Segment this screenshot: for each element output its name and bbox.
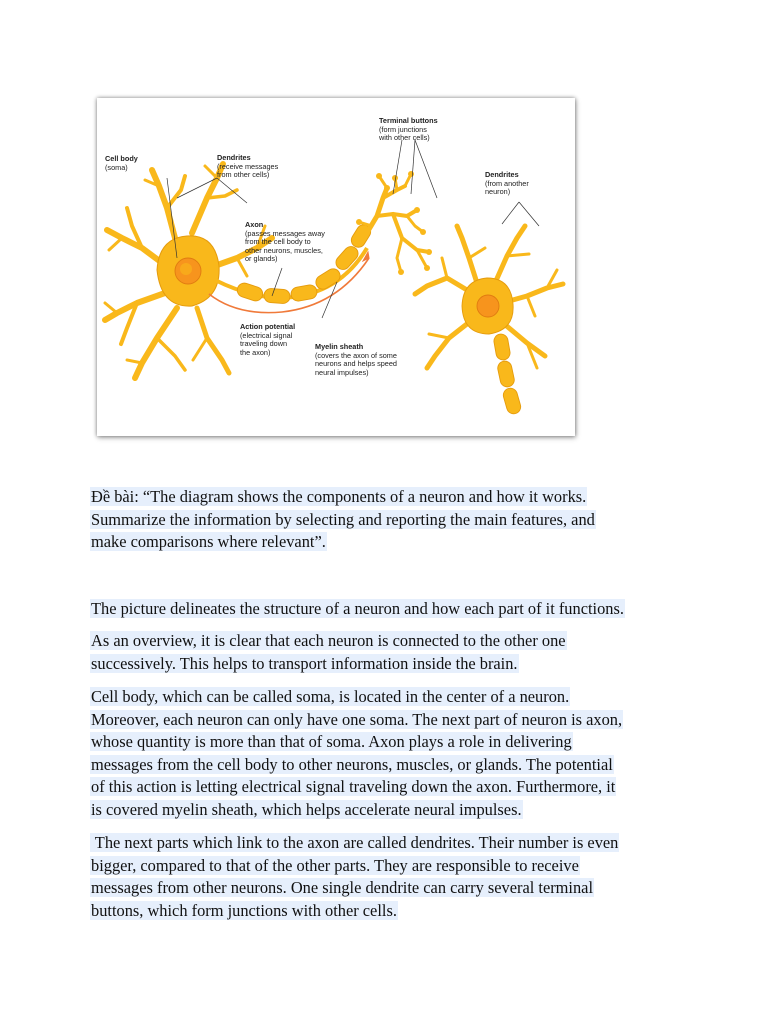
neuron-illustration <box>97 98 575 436</box>
paragraph-overview <box>90 630 680 675</box>
text-line: Moreover, each neuron can only have one soma. The next part of neuron is axon, <box>91 709 623 729</box>
text-line: is covered myelin sheath, which helps accelerate neural impulses. <box>91 799 522 819</box>
text-line: bigger, compared to that of the other parts. They are responsible to receive <box>91 855 579 875</box>
text-line: The picture delineates the structure of a neuron and how each part of it functions. <box>91 599 624 618</box>
paragraph-cell-body <box>90 686 680 821</box>
prompt-line: make comparisons where relevant”. <box>91 532 326 551</box>
text-line: Cell body, which can be called soma, is located in the center of a neuron. <box>91 687 570 706</box>
paragraph-dendrites <box>90 832 680 922</box>
text-line: whose quantity is more than that of soma. Axon plays a role in delivering <box>91 732 572 751</box>
label-myelin-sheath: Myelin sheath (covers the axon of some neurons and helps speed neural impulses) <box>315 342 397 377</box>
prompt-line: Summarize the information by selecting and reporting the main features, and <box>91 509 595 529</box>
text-line: successively. This helps to transport information inside the brain. <box>91 653 518 673</box>
label-cell-body: Cell body (soma) <box>105 154 138 172</box>
prompt-line: Đề bài: “The diagram shows the components of a neuron and how it works. <box>91 487 587 506</box>
neuron-diagram <box>97 98 575 436</box>
paragraph-intro <box>90 598 680 621</box>
text-line: The next parts which link to the axon are called dendrites. Their number is even <box>91 833 619 852</box>
text-line: messages from other neurons. One single dendrite can carry several terminal <box>91 878 594 897</box>
text-line: messages from the cell body to other neurons, muscles, or glands. The potential <box>91 754 613 774</box>
label-dendrites: Dendrites (receive messages from other cells) <box>217 153 279 180</box>
label-action-potential: Action potential (electrical signal traveling down the axon) <box>240 322 296 357</box>
text-line: As an overview, it is clear that each neuron is connected to the other one <box>91 631 566 650</box>
text-line: buttons, which form junctions with other cells. <box>91 900 397 920</box>
label-terminal-buttons: Terminal buttons (form junctions with other cells) <box>379 116 438 143</box>
text-line: of this action is letting electrical signal traveling down the axon. Furthermore, it <box>91 777 616 796</box>
label-dendrites-other: Dendrites (from another neuron) <box>485 170 529 197</box>
label-axon: Axon (passes messages away from the cell body to other neurons, muscles, or glands) <box>245 220 325 264</box>
prompt-paragraph <box>90 486 680 554</box>
